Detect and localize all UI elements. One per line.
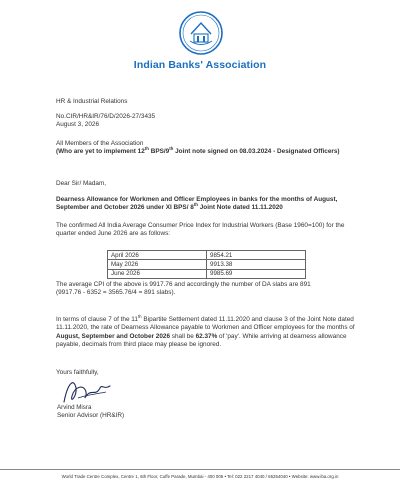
closing: Yours faithfully, — [56, 369, 99, 376]
cpi-value-cell: 9854.21 — [207, 251, 306, 260]
recipient-block — [56, 140, 356, 157]
subject-line — [56, 196, 356, 213]
subject-part: Joint Note dated 11.11.2020 — [197, 204, 283, 212]
subject-part: Dearness Allowance for Workmen and Officer Employees in banks for the months of August, September and October 2026 under XI BPS/ 8 — [56, 196, 338, 212]
cpi-value-cell: 9913.38 — [207, 260, 306, 269]
signer-title: Senior Advisor (HR&IR) — [57, 412, 125, 419]
paragraph-part: of 'pay'. While arriving at dearness allowance payable, decimals from third place may please be ignored. — [56, 332, 347, 349]
organization-name: Indian Banks' Association — [133, 59, 267, 71]
footer-divider — [0, 469, 400, 470]
department-name: HR & Industrial Relations — [56, 98, 128, 105]
da-months: August, September and October 2026 — [56, 332, 170, 340]
salutation: Dear Sir/ Madam, — [56, 180, 107, 187]
reference-number: No.CIR/HR&IR/76/D/2026-27/3435 — [56, 113, 156, 120]
recipient-line: All Members of the Association — [56, 140, 144, 147]
cpi-table — [107, 250, 306, 279]
average-cpi-line: The average CPI of the above is 9917.76 and accordingly the number of DA slabs are 891 — [56, 281, 311, 288]
cpi-intro-paragraph: The confirmed All India Average Consumer Price Index for Industrial Workers (Base 1960=100) for the quarter ended June 2026 are as follows: — [56, 222, 345, 238]
superscript: th — [169, 146, 174, 152]
da-rate-paragraph — [56, 313, 356, 350]
signer-name: Arvind Misra — [57, 404, 92, 411]
recipient-qualifier — [56, 148, 356, 156]
superscript: th — [193, 202, 198, 208]
footer-address: World Trade Centre Complex, Centre 1, 6th Floor, Cuffe Parade, Mumbai - 400 005 • Tel: 022 2217 4040 / 65254040 • Website: www.iba.org.in — [61, 474, 339, 479]
cpi-month-cell: May 2026 — [108, 260, 207, 269]
recipient-qualifier-part: (Who are yet to implement 12 — [56, 148, 145, 156]
letter-date: August 3, 2026 — [56, 121, 99, 128]
superscript: th — [137, 313, 142, 319]
table-row — [108, 269, 306, 278]
paragraph-part: Bipartite Settlement dated 11.11.2020 and clause 3 of the Joint Note dated 11.11.2020, the rate of Dearness Allowance payable to Workmen and Officer employees for the months of — [56, 316, 355, 332]
recipient-qualifier-part: Joint note signed on 08.03.2024 - Designated Officers) — [173, 148, 340, 156]
da-rate: 62.37% — [195, 332, 218, 340]
da-slab-calculation: (9917.76 - 6352 = 3565.76/4 = 891 slabs). — [56, 289, 176, 297]
superscript: th — [144, 146, 149, 152]
table-row — [108, 251, 306, 260]
average-cpi-paragraph — [56, 281, 356, 298]
table-row — [108, 260, 306, 269]
iba-logo-icon — [178, 10, 224, 56]
paragraph-part: In terms of clause 7 of the 11 — [56, 316, 138, 323]
recipient-qualifier-part: BPS/9 — [148, 148, 170, 156]
cpi-month-cell: June 2026 — [108, 269, 207, 278]
paragraph-part: shall be — [170, 332, 196, 340]
cpi-month-cell: April 2026 — [108, 251, 207, 260]
cpi-value-cell: 9985.69 — [207, 269, 306, 278]
